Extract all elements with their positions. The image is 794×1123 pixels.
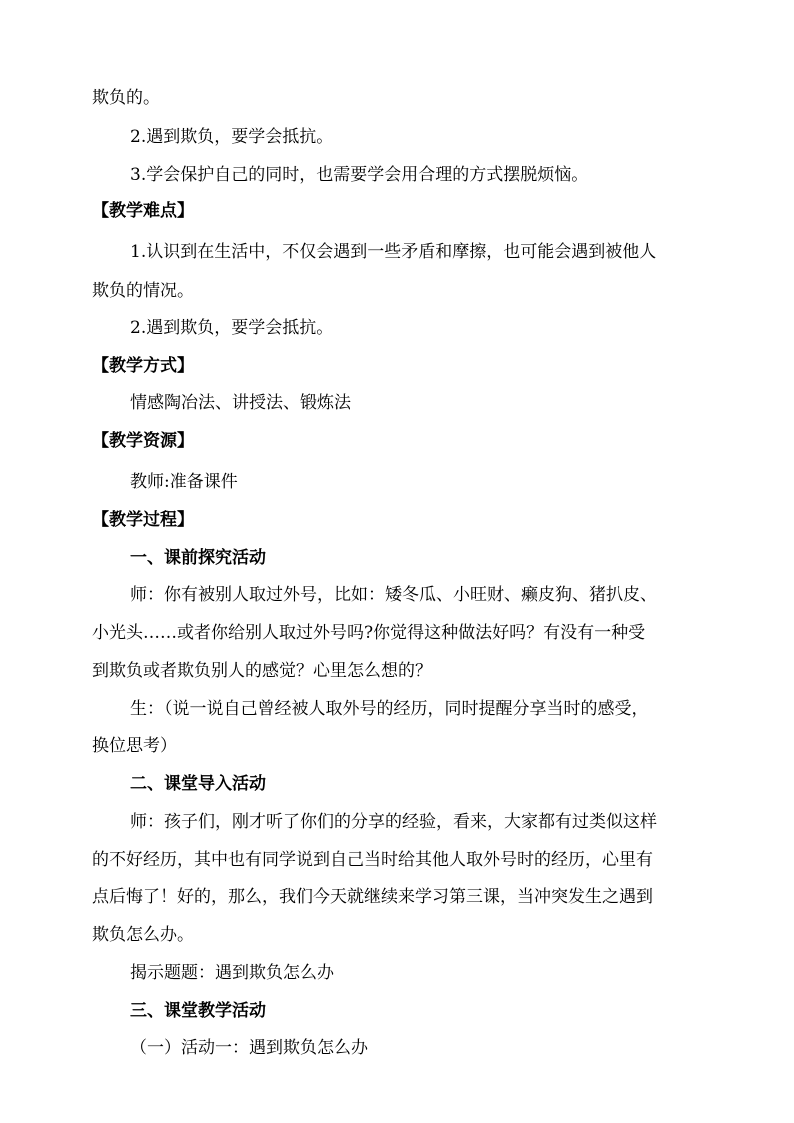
section-heading: 【教学资源】: [92, 431, 194, 451]
text-line: 2.遇到欺负，要学会抵抗。: [130, 318, 334, 338]
text-line: 1.认识到在生活中，不仅会遇到一些矛盾和摩擦，也可能会遇到被他人: [130, 242, 657, 262]
text-line: 欺负怎么办。: [92, 925, 194, 945]
text-line: 换位思考）: [92, 736, 177, 756]
subsection-heading: 一、课前探究活动: [130, 548, 266, 568]
text-line: 点后悔了！好的，那么，我们今天就继续来学习第三课，当冲突发生之遇到: [92, 887, 653, 907]
text-line: 揭示题题：遇到欺负怎么办: [130, 963, 334, 983]
text-line: 欺负的。: [92, 88, 160, 108]
text-line: 小光头……或者你给别人取过外号吗?你觉得这种做法好吗？有没有一种受: [92, 623, 646, 643]
text-line: 2.遇到欺负，要学会抵抗。: [130, 127, 334, 147]
subsection-heading: 三、课堂教学活动: [130, 1001, 266, 1021]
text-line: 生：（说一说自己曾经被人取外号的经历，同时提醒分享当时的感受，: [130, 699, 649, 719]
text-line: 教师:准备课件: [130, 472, 238, 492]
section-heading: 【教学过程】: [92, 510, 194, 530]
section-heading: 【教学方式】: [92, 356, 194, 376]
text-line: 师：孩子们，刚才听了你们的分享的经验，看来，大家都有过类似这样: [130, 812, 657, 832]
text-line: 欺负的情况。: [92, 281, 194, 301]
text-line: 情感陶冶法、讲授法、锻炼法: [130, 393, 351, 413]
text-line: 的不好经历，其中也有同学说到自己当时给其他人取外号时的经历，心里有: [92, 850, 653, 870]
section-heading: 【教学难点】: [92, 201, 194, 221]
text-line: （一）活动一：遇到欺负怎么办: [130, 1038, 368, 1058]
text-line: 到欺负或者欺负别人的感觉？心里怎么想的？: [92, 661, 432, 681]
subsection-heading: 二、课堂导入活动: [130, 774, 266, 794]
text-line: 3.学会保护自己的同时，也需要学会用合理的方式摆脱烦恼。: [130, 165, 589, 185]
text-line: 师：你有被别人取过外号，比如：矮冬瓜、小旺财、癞皮狗、猪扒皮、: [130, 585, 657, 605]
